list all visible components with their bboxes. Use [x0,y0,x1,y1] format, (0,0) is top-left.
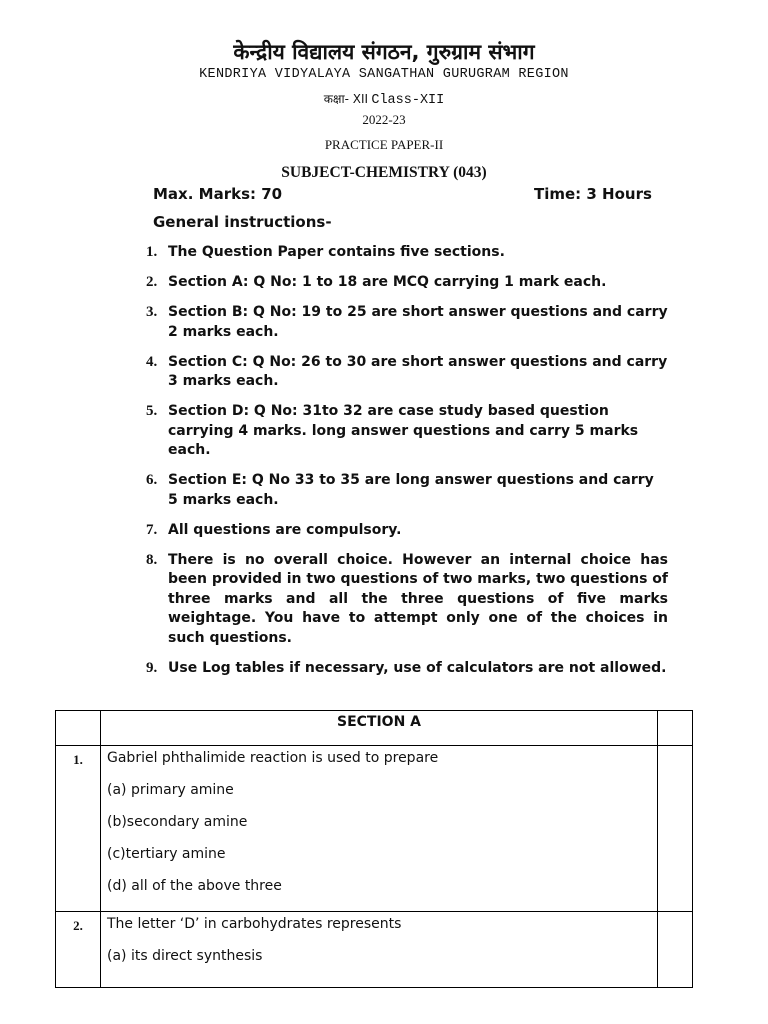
instruction-item [146,521,668,541]
instruction-item [146,273,668,293]
option-item: (a) primary amine [107,782,234,798]
instruction-text: Section C: Q No: 26 to 30 are short answer questions and carry 3 marks each. [168,353,668,389]
class-line [0,90,768,108]
paper-name: PRACTICE PAPER-II [324,137,444,152]
questions-table [55,710,693,988]
time-duration: Time: 3 Hours [534,185,652,203]
question-text: The letter ‘D’ in carbohydrates represents [107,916,402,932]
instruction-item [146,471,668,510]
section-header-row [56,711,693,746]
instruction-item [146,243,668,263]
question-body [101,912,658,988]
option-item: (a) its direct synthesis [107,948,263,964]
marks-cell [658,746,693,912]
academic-year: 2022-23 [362,112,406,127]
instruction-number: 3. [146,304,158,320]
instruction-text: Section B: Q No: 19 to 25 are short answer questions and carry 2 marks each. [168,304,668,340]
option-item: (d) all of the above three [107,878,282,894]
instruction-text: The Question Paper contains five sections. [168,244,505,260]
instruction-item [146,659,668,679]
instruction-number: 8. [146,551,158,568]
table-cell [658,711,693,746]
instruction-number: 1. [146,244,158,260]
instruction-item [146,353,668,392]
instruction-item [146,551,668,649]
instruction-text: All questions are compulsory. [168,521,402,538]
instruction-item [146,303,668,342]
question-number: 1. [56,746,101,912]
subject-title: SUBJECT-CHEMISTRY (043) [281,164,487,181]
table-cell [56,711,101,746]
instruction-number: 6. [146,472,158,488]
class-hindi: कक्षा- XII [323,92,369,106]
instruction-text: Use Log tables if necessary, use of calculators are not allowed. [168,659,667,676]
instruction-number: 2. [146,274,158,290]
marks-cell [658,912,693,988]
instruction-text: There is no overall choice. However an internal choice has been provided in two questions of two marks, two questions of three marks and all the three questions of five marks weightage. You have to attempt only one of the choices in such questions. [168,551,668,646]
question-text: Gabriel phthalimide reaction is used to prepare [107,750,439,766]
general-instructions-heading: General instructions- [153,213,332,231]
question-body [101,746,658,912]
instruction-text: Section E: Q No 33 to 35 are long answer questions and carry 5 marks each. [168,472,654,508]
instructions-list [146,243,668,689]
question-number: 2. [56,912,101,988]
instruction-number: 4. [146,353,158,370]
section-title: SECTION A [101,711,658,746]
english-title: KENDRIYA VIDYALAYA SANGATHAN GURUGRAM REGION [199,67,569,82]
class-english: Class-XII [371,93,445,108]
instruction-number: 5. [146,403,158,419]
table-row [56,912,693,988]
hindi-title: केन्द्रीय विद्यालय संगठन, गुरुग्राम संभाग [233,40,535,64]
instruction-item [146,402,668,461]
instruction-text: Section A: Q No: 1 to 18 are MCQ carrying 1 mark each. [168,274,607,290]
instruction-number: 9. [146,659,158,676]
instruction-text: Section D: Q No: 31to 32 are case study based question carrying 4 marks. long answer questions and carry 5 marks each. [168,403,639,458]
max-marks: Max. Marks: 70 [153,185,283,203]
instruction-number: 7. [146,521,158,538]
option-item: (c)tertiary amine [107,846,226,862]
option-item: (b)secondary amine [107,814,248,830]
table-row [56,746,693,912]
